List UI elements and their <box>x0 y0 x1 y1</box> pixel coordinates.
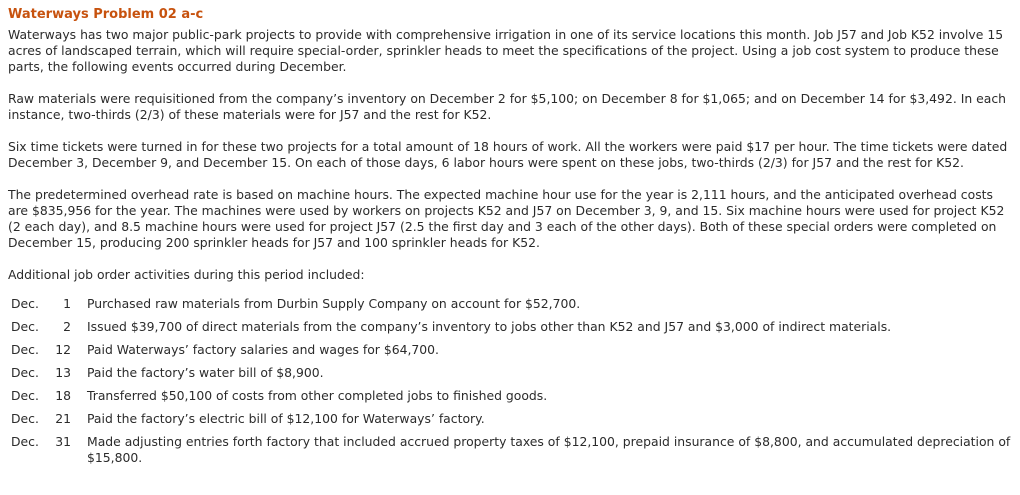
activity-description: Paid Waterways’ factory salaries and wages for $64,700. <box>87 342 439 357</box>
additional-activities-intro: Additional job order activities during this period included: <box>8 267 365 282</box>
activity-month: Dec. <box>11 434 39 449</box>
activity-description: Issued $39,700 of direct materials from the company’s inventory to jobs other than K52 and J57 and $3,000 of indirect materials. <box>87 319 892 334</box>
activity-month: Dec. <box>11 388 39 403</box>
raw-materials-paragraph: Raw materials were requisitioned from the company’s inventory on December 2 for $5,100; on December 8 for $1,065; and on December 14 for $3,492. In each instance, two-thirds (2/3) of these materials were for J57 and the rest for K52. <box>8 91 1007 122</box>
time-tickets-paragraph: Six time tickets were turned in for these two projects for a total amount of 18 hours of work. All the workers were paid $17 per hour. The time tickets were dated December 3, December 9, and December 15. On each of those days, 6 labor hours were spent on these jobs, two-thirds (2/3) for J57 and the rest for K52. <box>8 139 1008 170</box>
activity-day: 31 <box>55 434 71 449</box>
activity-row <box>8 365 1012 381</box>
activity-description: Transferred $50,100 of costs from other completed jobs to finished goods. <box>87 388 548 403</box>
activity-date <box>8 365 87 381</box>
activity-date <box>8 411 87 427</box>
activity-day: 1 <box>63 296 71 311</box>
activity-row <box>8 411 1012 427</box>
activity-day: 21 <box>55 411 71 426</box>
activities-list <box>8 296 1012 466</box>
activity-description: Purchased raw materials from Durbin Supply Company on account for $52,700. <box>87 296 581 311</box>
activity-date <box>8 319 87 335</box>
activity-day: 12 <box>55 342 71 357</box>
activity-month: Dec. <box>11 342 39 357</box>
activity-row <box>8 388 1012 404</box>
activity-row <box>8 296 1012 312</box>
activity-month: Dec. <box>11 319 39 334</box>
activity-month: Dec. <box>11 296 39 311</box>
activity-date <box>8 434 87 450</box>
activity-row <box>8 342 1012 358</box>
activity-day: 13 <box>55 365 71 380</box>
activity-description: Paid the factory’s electric bill of $12,100 for Waterways’ factory. <box>87 411 485 426</box>
activity-month: Dec. <box>11 411 39 426</box>
intro-paragraph: Waterways has two major public-park projects to provide with comprehensive irrigation in one of its service locations this month. Job J57 and Job K52 involve 15 acres of landscaped terrain, which will require special-order, sprinkler heads to meet the specifications of the project. Using a job cost system to produce these parts, the following events occurred during December. <box>8 27 1004 74</box>
activity-date <box>8 342 87 358</box>
activity-row <box>8 434 1012 466</box>
activity-row <box>8 319 1012 335</box>
activity-description: Made adjusting entries forth factory that included accrued property taxes of $12,100, prepaid insurance of $8,800, and accumulated depreciation of $15,800. <box>87 434 1011 465</box>
activity-day: 18 <box>55 388 71 403</box>
activity-month: Dec. <box>11 365 39 380</box>
activity-date <box>8 388 87 404</box>
overhead-paragraph: The predetermined overhead rate is based on machine hours. The expected machine hour use for the year is 2,111 hours, and the anticipated overhead costs are $835,956 for the year. The machines were used by workers on projects K52 and J57 on December 3, 9, and 15. Six machine hours were used for project K52 (2 each day), and 8.5 machine hours were used for project J57 (2.5 the first day and 3 each of the other days). Both of these special orders were completed on December 15, producing 200 sprinkler heads for J57 and 100 sprinkler heads for K52. <box>8 187 1005 250</box>
problem-title: Waterways Problem 02 a-c <box>8 7 204 22</box>
activity-date <box>8 296 87 312</box>
activity-day: 2 <box>63 319 71 334</box>
activity-description: Paid the factory’s water bill of $8,900. <box>87 365 324 380</box>
